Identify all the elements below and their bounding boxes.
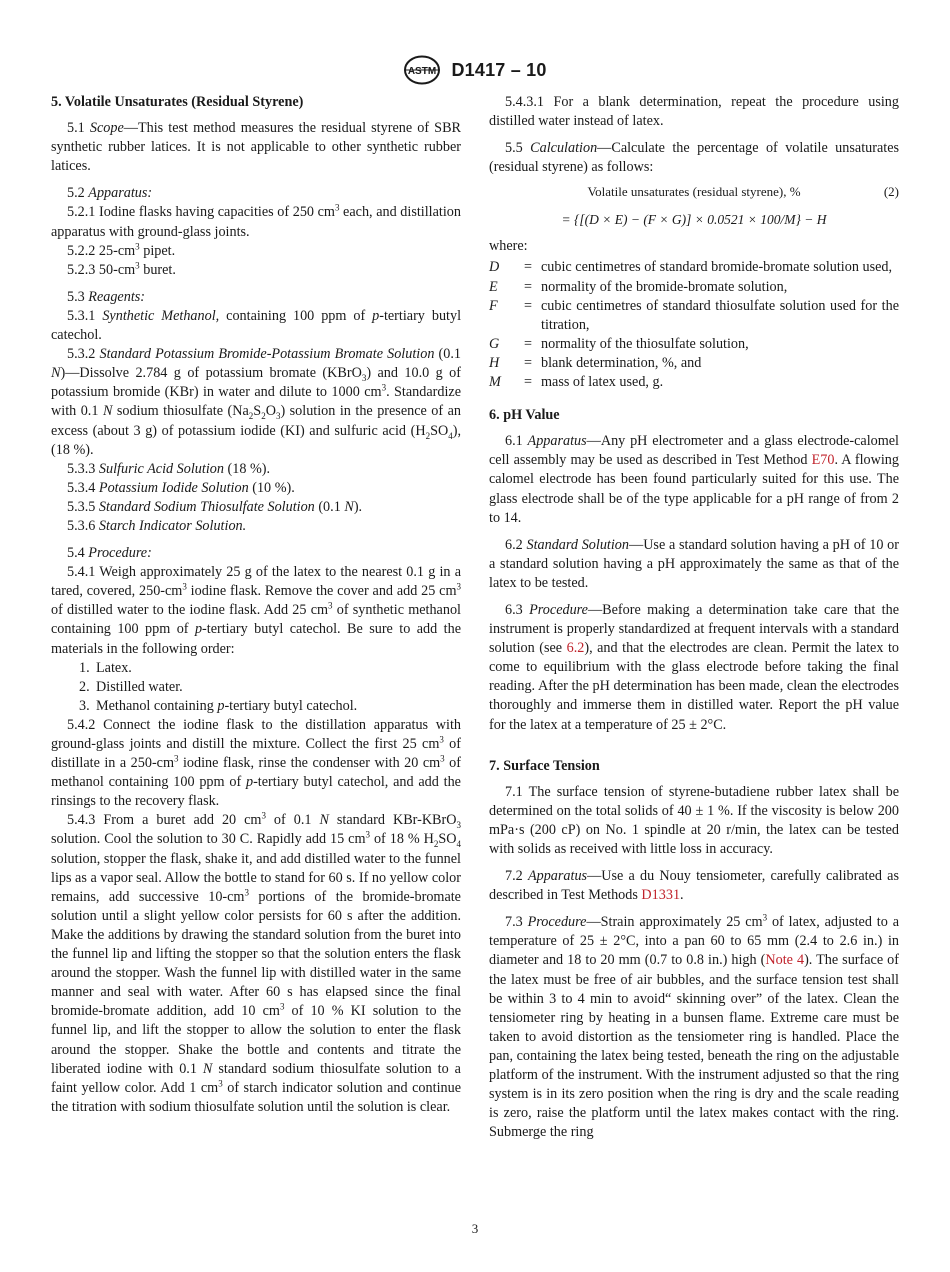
ordered-list: [79, 659, 461, 716]
equation-formula: = {[(D × E) − (F × G)] × 0.0521 × 100/M} − H: [561, 212, 827, 228]
para-7-2: 7.2 Apparatus—Use a du Nouy tensiometer, carefully calibrated as described in Test Methods D1331.: [489, 868, 899, 904]
para-5-2: 5.2 Apparatus:: [67, 185, 153, 202]
para-5-3: 5.3 Reagents:: [67, 288, 146, 305]
equation-2: [489, 181, 899, 237]
list-item: 2. Distilled water.: [79, 678, 183, 695]
equation-number: (2): [883, 184, 899, 200]
equation-label: Volatile unsaturates (residual styrene), %: [587, 184, 801, 200]
logo-text: ASTM: [408, 66, 437, 77]
para-5-3-5: 5.3.5 Standard Sodium Thiosulfate Solution (0.1 N).: [67, 498, 363, 515]
para-5-1: 5.1 Scope—This test method measures the residual styrene of SBR synthetic rubber latices. It is not applicable to other synthetic rubber latices.: [51, 120, 461, 175]
variable-row: M = mass of latex used, g.: [489, 374, 664, 391]
para-6-3: 6.3 Procedure—Before making a determination take care that the instrument is properly standardized at frequent intervals with a standard solution (see 6.2), and that the electrodes are clean. Permit the latex to come to equilibrium with the glass electrode before taking the final reading. After the pH determination has been made, clean the electrodes thoroughly and immerse them in distilled water. Report the pH value for the latex at a temperature of 25 ± 2°C.: [489, 601, 900, 733]
section-6-heading: 6. pH Value: [489, 407, 560, 424]
variable-row: D = cubic centimetres of standard bromide-bromate solution used,: [489, 259, 893, 276]
astm-logo-icon: [403, 55, 441, 85]
para-7-3: 7.3 Procedure—Strain approximately 25 $cm^3$ of latex, adjusted to a temperature of 25 ± 2°C, into a pan 60 to 65 mm (2.4 to 2.6 in.) in diameter and 18 to 20 mm (0.7 to 0.8 in.) high (Note 4). The surface of the latex must be free of air bubbles, and the surface tension test shall be within 3 to 4 min to avoid“ skinning over” of the latex. Clean the tensiometer ring by heating in a bunsen flame. Extreme care must be taken to avoid distortion as the tensiometer ring is handled. Place the pan, containing the latex being tested, beneath the ring on the adjustable platform of the instrument. With the instrument adjusted so that the ring system is in its zero position when the ring is dry and the scale reading is zero, raise the platform until the latex makes contact with the ring. Submerge the ring: [489, 912, 899, 1141]
para-5-4-3-1: 5.4.3.1 For a blank determination, repeat the procedure using distilled water instead of latex.: [489, 94, 899, 130]
variable-row: F = cubic centimetres of standard thiosulfate solution used for the titration,: [489, 297, 899, 333]
left-column: [51, 93, 461, 1117]
equation-label-row: [489, 181, 899, 203]
list-item: 1. Latex.: [79, 659, 132, 676]
page-header: [0, 55, 950, 89]
variable-row: H = blank determination, %, and: [489, 354, 702, 371]
variable-row: E = normality of the bromide-bromate solution,: [489, 278, 788, 295]
para-6-1: 6.1 Apparatus—Any pH electrometer and a glass electrode-calomel cell assembly may be used as described in Test Method E70. A flowing calomel electrode has been found particularly suited for this use. The glass electrode shall be of the type applicable for a pH range of from 2 to 14.: [489, 433, 900, 526]
link-note-4[interactable]: Note 4: [765, 952, 805, 969]
variable-row: G = normality of the thiosulfate solution,: [489, 335, 749, 352]
link-e70[interactable]: E70: [811, 452, 835, 469]
standard-designation: D1417 – 10: [451, 59, 547, 80]
link-6-2[interactable]: 6.2: [566, 640, 585, 657]
para-5-2-1: 5.2.1 Iodine flasks having capacities of 250 $cm^3$ each, and distillation apparatus with ground-glass joints.: [51, 202, 461, 240]
para-5-4-3: 5.4.3 From a buret add 20 $cm^3$ of 0.1 N standard KBr-KBrO$_3$ solution. Cool the solution to 30 C. Rapidly add 15 $cm^3$ of 18 % $H_2SO_4$ solution, stopper the flask, shake it, and add distilled water to the funnel lips as a vapor seal. Allow the bottle to stand for 60 s. If no yellow color remains, add successive $10-cm^3$ portions of the bromide-bromate solution until a slight yellow color persists for 60 s after the addition. Make the additions by drawing the standard solution from the buret into the funnel lip and lifting the stopper so that the solution enters the flask around the stopper. Wash the funnel lip with distilled water in the same manner and seal with water. After 60 s has elapsed since the final bromide-bromate addition, add 10 $cm^3$ of 10 % KI solution to the funnel lip, and lift the stopper to allow the solution to enter the flask around the stopper. Shake the bottle and contents and titrate the liberated iodine with 0.1 N standard sodium thiosulfate solution to a faint yellow color. Add 1 $cm^3$ of starch indicator solution and continue the titration with sodium thiosulfate solution until the solution is clear.: [51, 810, 461, 1115]
section-7-heading: 7. Surface Tension: [489, 757, 600, 774]
para-5-5: 5.5 Calculation—Calculate the percentage of volatile unsaturates (residual styrene) as follows:: [489, 140, 900, 176]
para-5-2-2: 5.2.2 $25-cm^3$ pipet.: [67, 240, 176, 259]
right-column: [489, 93, 899, 1142]
para-5-3-4: 5.3.4 Potassium Iodide Solution (10 %).: [67, 479, 295, 496]
para-6-2: 6.2 Standard Solution—Use a standard solution having a pH of 10 or a standard solution having a pH approximately the same as that of the latex to be tested.: [489, 536, 899, 591]
para-7-1: 7.1 The surface tension of styrene-butadiene rubber latex shall be determined on the total solids of 40 ± 1 %. If the viscosity is below 200 mPa·s (200 cP) on No. 1 spindle at 20 r/min, the latex can be tested with solids as received with little loss in accuracy.: [489, 783, 899, 857]
section-5-heading: 5. Volatile Unsaturates (Residual Styrene): [51, 94, 304, 110]
para-5-3-6: 5.3.6 Starch Indicator Solution.: [67, 517, 247, 534]
variable-definitions: [489, 258, 899, 392]
para-5-4: 5.4 Procedure:: [67, 545, 152, 562]
list-item: 3. Methanol containing p-tertiary butyl catechol.: [79, 697, 358, 714]
where-label: where:: [489, 238, 528, 255]
link-d1331[interactable]: D1331: [641, 887, 681, 904]
para-5-2-3: 5.2.3 $50-cm^3$ buret.: [67, 260, 176, 278]
para-5-3-2: 5.3.2 Standard Potassium Bromide-Potassium Bromate Solution (0.1 N)—Dissolve 2.784 g of potassium bromate (KBrO$_3$) and 10.0 g of potassium bromide (KBr) in water and dilute to 1000 $cm^3$. Standardize with 0.1 N sodium thiosulfate $(Na_2S_2O_3)$ solution in the presence of an excess (about 3 g) of potassium iodide (KI) and sulfuric acid $(H_2SO_4)$, (18 %).: [51, 346, 462, 458]
para-5-4-1: 5.4.1 Weigh approximately 25 g of the latex to the nearest 0.1 g in a tared, covered, $250-cm^3$ iodine flask. Remove the cover and add 25 $cm^3$ of distilled water to the iodine flask. Add 25 $cm^3$ of synthetic methanol containing 100 ppm of p-tertiary butyl catechol. Be sure to add the materials in the following order:: [51, 564, 461, 657]
page-number: 3: [471, 1221, 479, 1236]
para-5-4-2: 5.4.2 Connect the iodine flask to the distillation apparatus with ground-glass joints and distill the mixture. Collect the first 25 $cm^3$ of distillate in a $250-cm^3$ iodine flask, rinse the condenser with 20 $cm^3$ of methanol containing 100 ppm of p-tertiary butyl catechol, and add the rinsings to the recovery flask.: [51, 716, 461, 810]
para-5-3-1: 5.3.1 Synthetic Methanol, containing 100 ppm of p-tertiary butyl catechol.: [51, 307, 462, 344]
para-5-3-3: 5.3.3 Sulfuric Acid Solution (18 %).: [67, 460, 271, 477]
